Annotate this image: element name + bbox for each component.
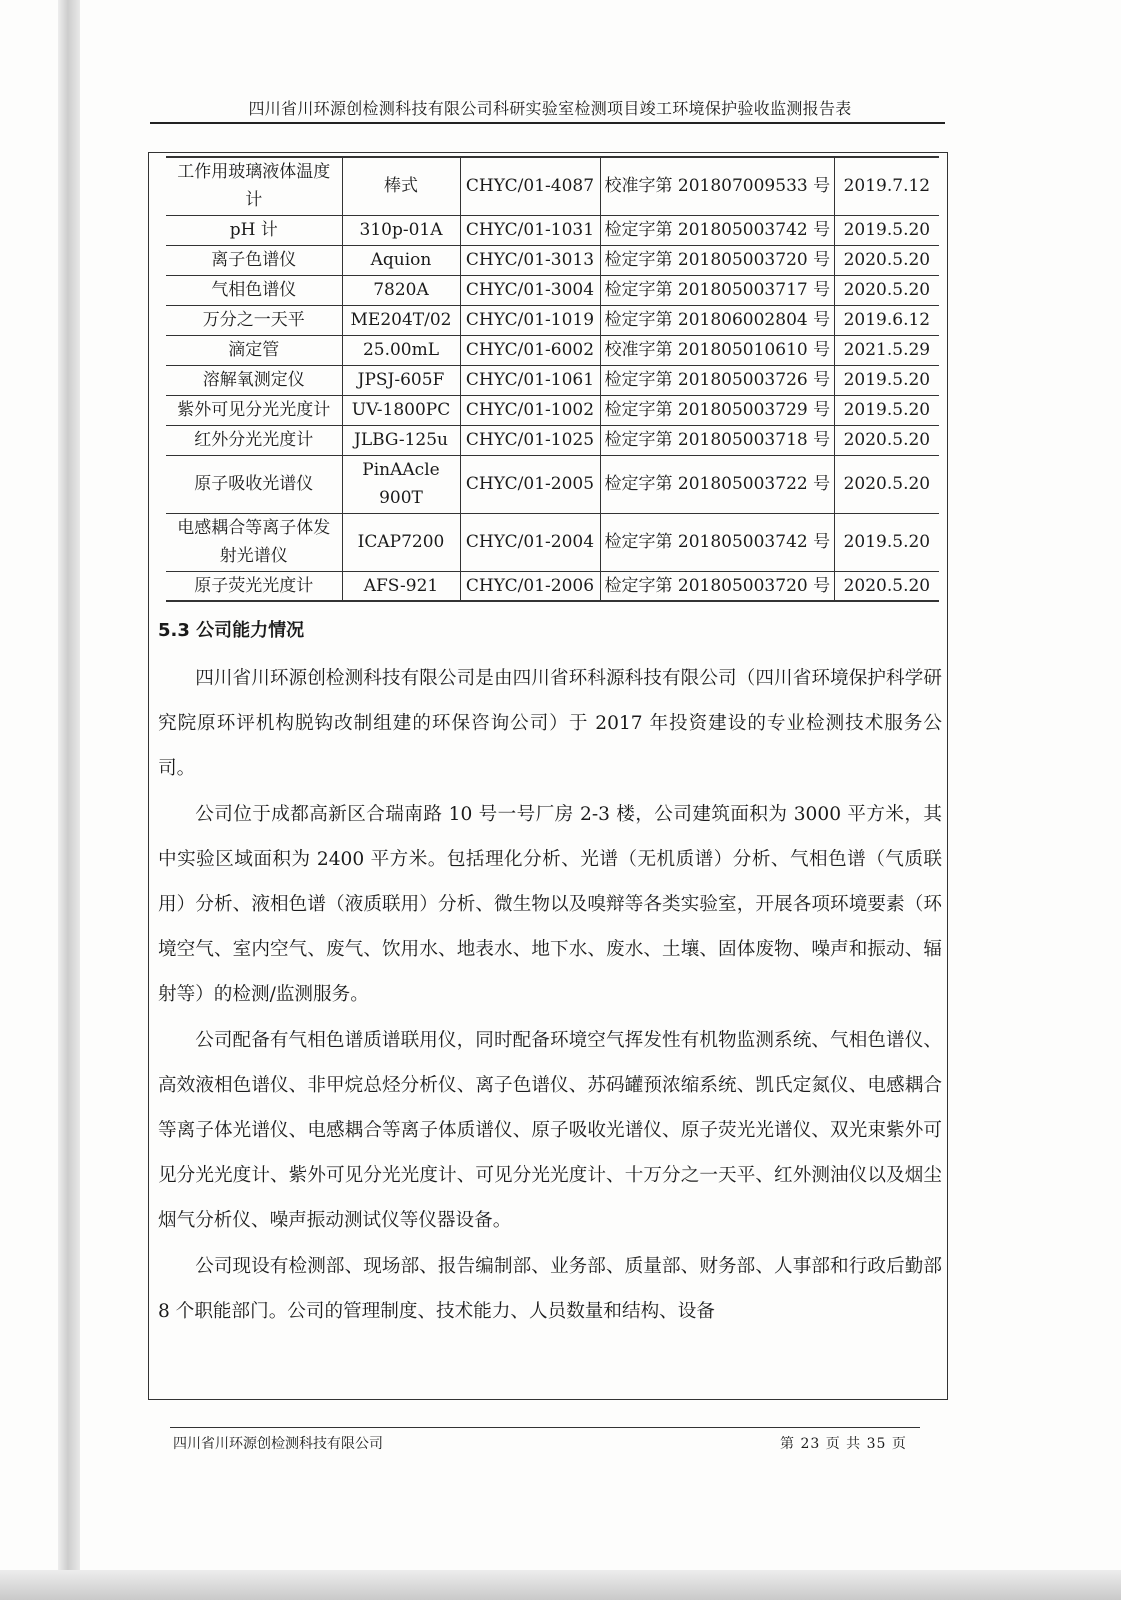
paragraph: 公司配备有气相色谱质谱联用仪，同时配备环境空气挥发性有机物监测系统、气相色谱仪、高效液相色谱仪、非甲烷总烃分析仪、离子色谱仪、苏码罐预浓缩系统、凯氏定氮仪、电感耦合等离子体光谱仪、电感耦合等离子体质谱仪、原子吸收光谱仪、原子荧光光谱仪、双光束紫外可见分光光度计、紫外可见分光光度计、可见分光光度计、十万分之一天平、红外测油仪以及烟尘烟气分析仪、噪声振动测试仪等仪器设备。 xyxy=(158,1030,942,1231)
instrument-id: CHYC/01-3013 xyxy=(460,245,600,275)
instrument-name: 气相色谱仪 xyxy=(166,275,342,305)
instrument-model: 7820A xyxy=(342,275,460,305)
footer-divider xyxy=(170,1427,920,1428)
valid-until: 2020.5.20 xyxy=(835,245,939,275)
certificate-no: 检定字第 201805003720 号 xyxy=(600,245,835,275)
instrument-model: UV-1800PC xyxy=(342,395,460,425)
table-row xyxy=(166,305,939,335)
table-row xyxy=(166,365,939,395)
table-row xyxy=(166,157,939,215)
instrument-model: AFS-921 xyxy=(342,571,460,601)
scan-bottom-edge xyxy=(0,1570,1121,1600)
instrument-name: 红外分光光度计 xyxy=(166,425,342,455)
instrument-name: 电感耦合等离子体发射光谱仪 xyxy=(166,513,342,571)
instrument-id: CHYC/01-1019 xyxy=(460,305,600,335)
table-row xyxy=(166,395,939,425)
instrument-model: JPSJ-605F xyxy=(342,365,460,395)
certificate-no: 检定字第 201805003742 号 xyxy=(600,215,835,245)
certificate-no: 校准字第 201807009533 号 xyxy=(600,157,835,215)
valid-until: 2020.5.20 xyxy=(835,275,939,305)
footer-page-number: 第 23 页 共 35 页 xyxy=(780,1436,907,1452)
valid-until: 2019.5.20 xyxy=(835,215,939,245)
equipment-table xyxy=(166,156,939,602)
valid-until: 2021.5.29 xyxy=(835,335,939,365)
valid-until: 2019.5.20 xyxy=(835,513,939,571)
certificate-no: 检定字第 201805003742 号 xyxy=(600,513,835,571)
header-divider xyxy=(150,122,945,124)
instrument-id: CHYC/01-4087 xyxy=(460,157,600,215)
instrument-name: 离子色谱仪 xyxy=(166,245,342,275)
instrument-id: CHYC/01-1061 xyxy=(460,365,600,395)
certificate-no: 检定字第 201805003729 号 xyxy=(600,395,835,425)
instrument-name: 原子吸收光谱仪 xyxy=(166,455,342,513)
certificate-no: 检定字第 201805003720 号 xyxy=(600,571,835,601)
certificate-no: 检定字第 201805003718 号 xyxy=(600,425,835,455)
section-body xyxy=(158,656,942,1335)
page-header-title: 四川省川环源创检测科技有限公司科研实验室检测项目竣工环境保护验收监测报告表 xyxy=(248,99,852,118)
instrument-model: PinAAcle 900T xyxy=(342,455,460,513)
valid-until: 2020.5.20 xyxy=(835,425,939,455)
paragraph: 公司位于成都高新区合瑞南路 10 号一号厂房 2-3 楼，公司建筑面积为 3000 平方米，其中实验区域面积为 2400 平方米。包括理化分析、光谱（无机质谱）分析、气相色谱（气质联用）分析、液相色谱（液质联用）分析、微生物以及嗅辩等各类实验室，开展各项环境要素（环境空气、室内空气、废气、饮用水、地表水、地下水、废水、土壤、固体废物、噪声和振动、辐射等）的检测/监测服务。 xyxy=(158,804,942,1005)
valid-until: 2020.5.20 xyxy=(835,455,939,513)
table-row xyxy=(166,275,939,305)
table-row xyxy=(166,425,939,455)
instrument-model: JLBG-125u xyxy=(342,425,460,455)
instrument-name: pH 计 xyxy=(166,215,342,245)
instrument-name: 万分之一天平 xyxy=(166,305,342,335)
valid-until: 2019.7.12 xyxy=(835,157,939,215)
certificate-no: 校准字第 201805010610 号 xyxy=(600,335,835,365)
certificate-no: 检定字第 201805003722 号 xyxy=(600,455,835,513)
instrument-model: 棒式 xyxy=(342,157,460,215)
instrument-id: CHYC/01-1031 xyxy=(460,215,600,245)
instrument-name: 工作用玻璃液体温度计 xyxy=(166,157,342,215)
scan-edge-shadow xyxy=(58,0,80,1600)
table-row xyxy=(166,571,939,601)
paragraph: 四川省川环源创检测科技有限公司是由四川省环科源科技有限公司（四川省环境保护科学研究院原环评机构脱钩改制组建的环保咨询公司）于 2017 年投资建设的专业检测技术服务公司。 xyxy=(158,668,942,779)
instrument-id: CHYC/01-3004 xyxy=(460,275,600,305)
instrument-model: ICAP7200 xyxy=(342,513,460,571)
certificate-no: 检定字第 201805003726 号 xyxy=(600,365,835,395)
certificate-no: 检定字第 201805003717 号 xyxy=(600,275,835,305)
instrument-model: Aquion xyxy=(342,245,460,275)
table-row xyxy=(166,513,939,571)
instrument-id: CHYC/01-6002 xyxy=(460,335,600,365)
instrument-id: CHYC/01-2005 xyxy=(460,455,600,513)
footer-company: 四川省川环源创检测科技有限公司 xyxy=(173,1436,383,1452)
instrument-name: 原子荧光光度计 xyxy=(166,571,342,601)
instrument-id: CHYC/01-1002 xyxy=(460,395,600,425)
valid-until: 2019.5.20 xyxy=(835,365,939,395)
instrument-id: CHYC/01-2004 xyxy=(460,513,600,571)
valid-until: 2020.5.20 xyxy=(835,571,939,601)
table-row xyxy=(166,245,939,275)
valid-until: 2019.5.20 xyxy=(835,395,939,425)
instrument-id: CHYC/01-1025 xyxy=(460,425,600,455)
table-row xyxy=(166,335,939,365)
instrument-model: ME204T/02 xyxy=(342,305,460,335)
section-heading: 5.3 公司能力情况 xyxy=(158,620,305,641)
paragraph: 公司现设有检测部、现场部、报告编制部、业务部、质量部、财务部、人事部和行政后勤部 8 个职能部门。公司的管理制度、技术能力、人员数量和结构、设备 xyxy=(158,1256,942,1322)
instrument-model: 25.00mL xyxy=(342,335,460,365)
table-row xyxy=(166,455,939,513)
instrument-name: 紫外可见分光光度计 xyxy=(166,395,342,425)
table-row xyxy=(166,215,939,245)
instrument-model: 310p-01A xyxy=(342,215,460,245)
valid-until: 2019.6.12 xyxy=(835,305,939,335)
instrument-name: 溶解氧测定仪 xyxy=(166,365,342,395)
instrument-id: CHYC/01-2006 xyxy=(460,571,600,601)
certificate-no: 检定字第 201806002804 号 xyxy=(600,305,835,335)
instrument-name: 滴定管 xyxy=(166,335,342,365)
